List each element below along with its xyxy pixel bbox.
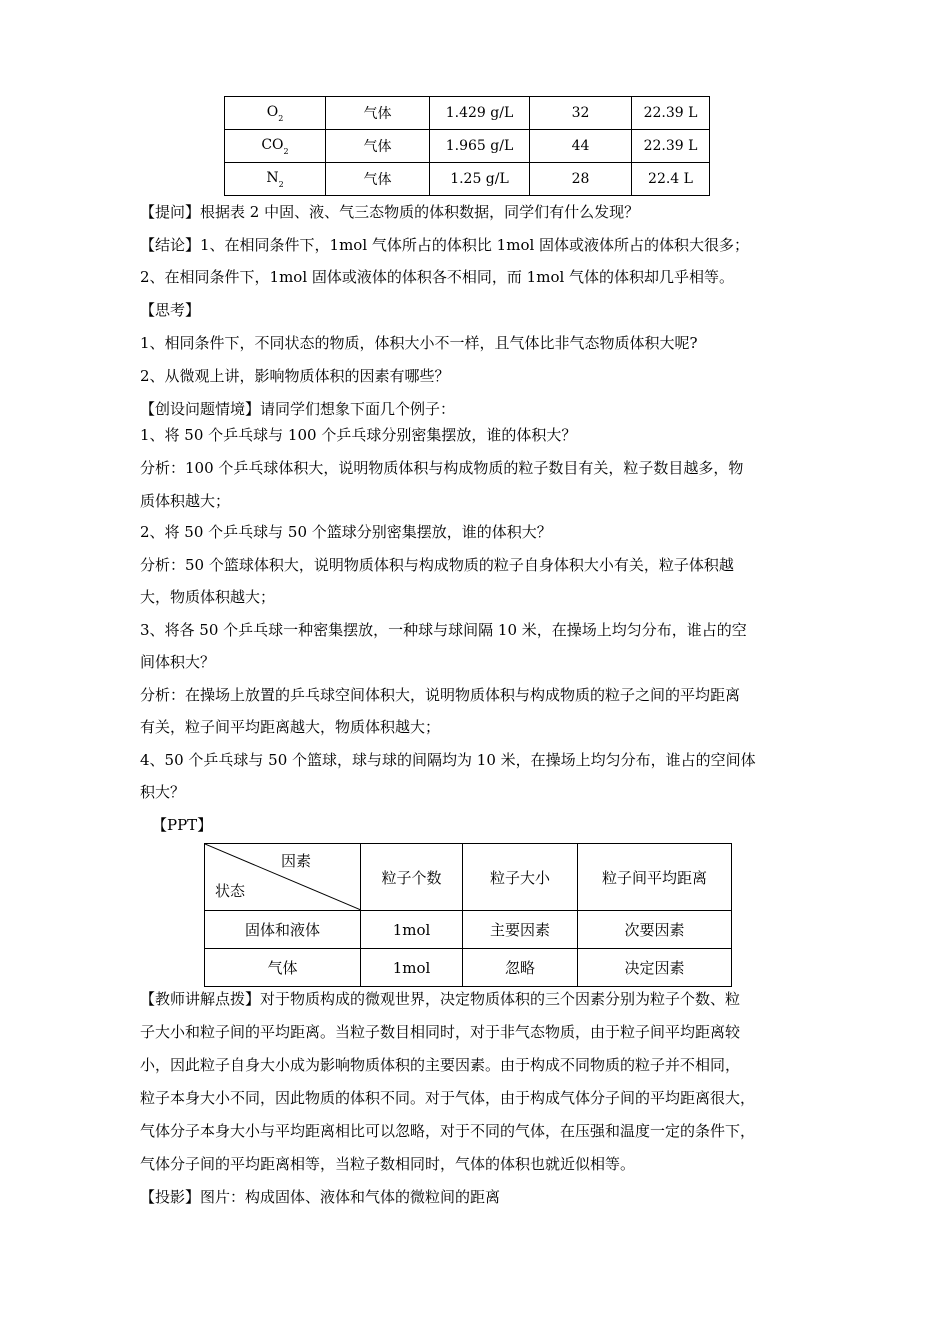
scenario-heading: 【创设问题情境】请同学们想象下面几个例子：: [140, 400, 456, 418]
density-cell: 1.429 g/L: [430, 97, 530, 130]
volume-cell: 22.39 L: [632, 97, 710, 130]
table-row: [225, 97, 710, 130]
size-cell: 忽略: [463, 949, 578, 987]
molar-mass-cell: 28: [530, 163, 632, 196]
analysis-2-line-2: 大，物质体积越大；: [140, 588, 276, 606]
state-label: 状态: [215, 882, 246, 900]
volume-cell: 22.39 L: [632, 130, 710, 163]
formula-cell: $N_2$: [225, 163, 326, 196]
table-row: [205, 911, 732, 949]
table-row: [225, 130, 710, 163]
thinking-item-1: 1、相同条件下，不同状态的物质，体积大小不一样，且气体比非气态物质体积大呢?: [140, 334, 698, 352]
thinking-heading: 【思考】: [140, 301, 201, 319]
example-1: 1、将 50 个乒乓球与 100 个乒乓球分别密集摆放，谁的体积大？: [140, 426, 577, 444]
density-cell: 1.965 g/L: [430, 130, 530, 163]
state-cell: 气体: [326, 97, 430, 130]
example-3-line-2: 间体积大？: [140, 653, 216, 671]
count-cell: 1mol: [361, 949, 463, 987]
formula-cell: $O_2$: [225, 97, 326, 130]
formula-cell: $CO_2$: [225, 130, 326, 163]
teacher-explanation-line-6: 气体分子间的平均距离相等，当粒子数相同时，气体的体积也就近似相等。: [140, 1155, 636, 1173]
example-2: 2、将 50 个乒乓球与 50 个篮球分别密集摆放，谁的体积大？: [140, 523, 552, 541]
volume-factors-table: [204, 843, 732, 987]
header-particle-distance: 粒子间平均距离: [578, 844, 732, 911]
teacher-explanation-line-1: 【教师讲解点拨】对于物质构成的微观世界，决定物质体积的三个因素分别为粒子个数、粒: [140, 990, 741, 1008]
state-cell: 气体: [326, 163, 430, 196]
table-row: [205, 949, 732, 987]
density-cell: 1.25 g/L: [430, 163, 530, 196]
gas-properties-table: [224, 96, 710, 196]
analysis-1-line-2: 质体积越大；: [140, 492, 231, 510]
teacher-explanation-line-4: 粒子本身大小不同，因此物质的体积不同。对于气体，由于构成气体分子间的平均距离很大，: [140, 1089, 756, 1107]
teacher-explanation-line-5: 气体分子本身大小与平均距离相比可以忽略，对于不同的气体，在压强和温度一定的条件下，: [140, 1122, 756, 1140]
example-3-line-1: 3、将各 50 个乒乓球一种密集摆放，一种球与球间隔 10 米，在操场上均匀分布，谁占的空: [140, 621, 747, 639]
molar-mass-cell: 44: [530, 130, 632, 163]
state-cell: 气体: [326, 130, 430, 163]
size-cell: 主要因素: [463, 911, 578, 949]
analysis-2-line-1: 分析：50 个篮球体积大，说明物质体积与构成物质的粒子自身体积大小有关，粒子体积越: [140, 556, 734, 574]
table-header-row: [205, 844, 732, 911]
state-cell: 固体和液体: [205, 911, 361, 949]
analysis-1-line-1: 分析：100 个乒乓球体积大，说明物质体积与构成物质的粒子数目有关，粒子数目越多，物: [140, 459, 744, 477]
ppt-heading: 【PPT】: [152, 816, 213, 834]
volume-cell: 22.4 L: [632, 163, 710, 196]
diagonal-header-cell: [205, 844, 361, 911]
thinking-item-2: 2、从微观上讲，影响物质体积的因素有哪些？: [140, 367, 450, 385]
state-cell: 气体: [205, 949, 361, 987]
teacher-explanation-line-3: 小，因此粒子自身大小成为影响物质体积的主要因素。由于构成不同物质的粒子并不相同，: [140, 1056, 741, 1074]
header-particle-count: 粒子个数: [361, 844, 463, 911]
distance-cell: 决定因素: [578, 949, 732, 987]
question-paragraph: 【提问】根据表 2 中固、液、气三态物质的体积数据，同学们有什么发现？: [140, 203, 640, 221]
conclusion-paragraph-2: 2、在相同条件下，1mol 固体或液体的体积各不相同，而 1mol 气体的体积却几乎相等。: [140, 268, 735, 286]
molar-mass-cell: 32: [530, 97, 632, 130]
projection-line: 【投影】图片：构成固体、液体和气体的微粒间的距离: [140, 1188, 501, 1206]
distance-cell: 次要因素: [578, 911, 732, 949]
header-particle-size: 粒子大小: [463, 844, 578, 911]
teacher-explanation-line-2: 子大小和粒子间的平均距离。当粒子数目相同时，对于非气态物质，由于粒子间平均距离较: [140, 1023, 741, 1041]
example-4-line-1: 4、50 个乒乓球与 50 个篮球，球与球的间隔均为 10 米，在操场上均匀分布，谁占的空间体: [140, 751, 756, 769]
conclusion-paragraph: 【结论】1、在相同条件下，1mol 气体所占的体积比 1mol 固体或液体所占的体积大很多；: [140, 236, 750, 254]
table-row: [225, 163, 710, 196]
analysis-3-line-2: 有关，粒子间平均距离越大，物质体积越大；: [140, 718, 441, 736]
count-cell: 1mol: [361, 911, 463, 949]
analysis-3-line-1: 分析：在操场上放置的乒乓球空间体积大，说明物质体积与构成物质的粒子之间的平均距离: [140, 686, 741, 704]
factor-label: 因素: [281, 852, 312, 870]
example-4-line-2: 积大？: [140, 783, 186, 801]
